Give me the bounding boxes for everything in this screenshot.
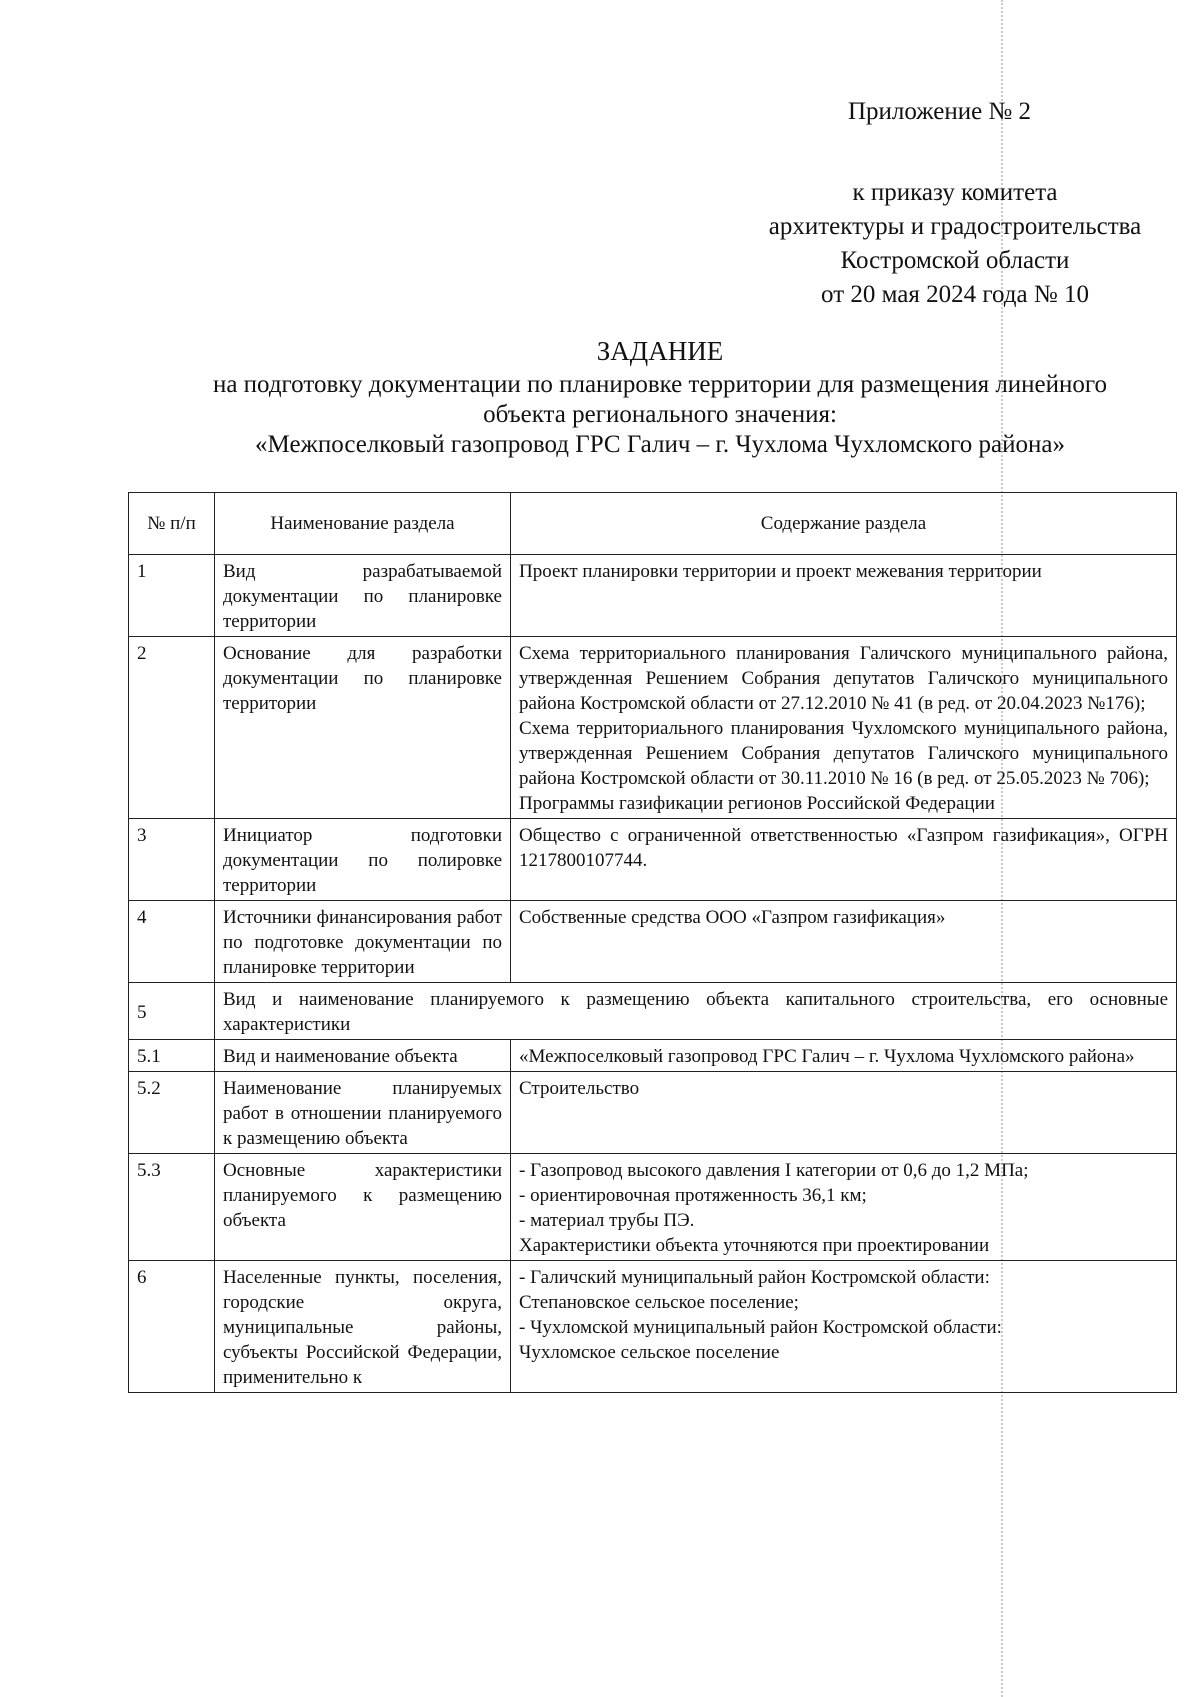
content-paragraph: - материал трубы ПЭ. xyxy=(519,1210,695,1231)
row-section-span: Вид и наименование планируемого к размещению объекта капитального строительства, его основные характеристики xyxy=(215,983,1177,1040)
task-table xyxy=(128,492,1177,1393)
content-paragraph: «Межпоселковый газопровод ГРС Галич – г. Чухлома Чухломского района» xyxy=(519,1046,1135,1067)
row-section-name: Населенные пункты, поселения, городские округа, муниципальные районы, субъекты Российской Федерации, применительно к xyxy=(215,1261,511,1393)
row-section-content xyxy=(511,637,1177,819)
row-section-name: Основные характеристики планируемого к размещению объекта xyxy=(215,1154,511,1261)
order-reference xyxy=(730,176,1180,312)
row-section-content xyxy=(511,555,1177,637)
row-section-name: Вид разрабатываемой документации по планировке территории xyxy=(215,555,511,637)
table-row xyxy=(129,637,1177,819)
content-paragraph: Общество с ограниченной ответственностью «Газпром газификация», ОГРН 1217800107744. xyxy=(519,825,1168,871)
header-section-name: Наименование раздела xyxy=(215,493,511,555)
table-header-row xyxy=(129,493,1177,555)
row-section-content xyxy=(511,1040,1177,1072)
order-line: Костромской области xyxy=(840,247,1070,274)
row-number: 6 xyxy=(129,1261,215,1393)
table-row xyxy=(129,983,1177,1040)
table-row xyxy=(129,1040,1177,1072)
content-paragraph: Степановское сельское поселение; xyxy=(519,1292,799,1313)
order-line: к приказу комитета xyxy=(852,179,1058,206)
table-row xyxy=(129,555,1177,637)
content-paragraph: Чухломское сельское поселение xyxy=(519,1342,780,1363)
content-paragraph: Программы газификации регионов Российской Федерации xyxy=(519,793,995,814)
document-title xyxy=(140,336,1180,460)
table-row xyxy=(129,1261,1177,1393)
row-number: 5 xyxy=(129,983,215,1040)
content-paragraph: Проект планировки территории и проект межевания территории xyxy=(519,561,1042,582)
row-number: 2 xyxy=(129,637,215,819)
row-number: 5.1 xyxy=(129,1040,215,1072)
table-row xyxy=(129,901,1177,983)
order-line: от 20 мая 2024 года № 10 xyxy=(821,281,1089,308)
appendix-label: Приложение № 2 xyxy=(848,98,1032,125)
row-section-name: Инициатор подготовки документации по полировке территории xyxy=(215,819,511,901)
row-section-content xyxy=(511,1154,1177,1261)
content-paragraph: Характеристики объекта уточняются при проектировании xyxy=(519,1235,990,1256)
row-number: 4 xyxy=(129,901,215,983)
table-row xyxy=(129,819,1177,901)
row-section-name: Наименование планируемых работ в отношении планируемого к размещению объекта xyxy=(215,1072,511,1154)
title-main: ЗАДАНИЕ xyxy=(596,336,724,366)
row-section-content xyxy=(511,1261,1177,1393)
header-section-content: Содержание раздела xyxy=(511,493,1177,555)
order-line: архитектуры и градостроительства xyxy=(768,213,1142,240)
content-paragraph: - Галичский муниципальный район Костромской области: xyxy=(519,1267,990,1288)
row-section-name: Источники финансирования работ по подготовке документации по планировке территории xyxy=(215,901,511,983)
table-row xyxy=(129,1154,1177,1261)
content-paragraph: Схема территориального планирования Чухломского муниципального района, утвержденная Решением Собрания депутатов Галичского муниципального района Костромской области от 30.11.2010 № 16 (в ред. от 25.05.2023 № 706); xyxy=(519,718,1168,789)
title-line: объекта регионального значения: xyxy=(483,401,837,428)
row-number: 5.3 xyxy=(129,1154,215,1261)
row-section-name: Вид и наименование объекта xyxy=(215,1040,511,1072)
content-paragraph: - ориентировочная протяженность 36,1 км; xyxy=(519,1185,867,1206)
row-section-content xyxy=(511,901,1177,983)
header-number: № п/п xyxy=(129,493,215,555)
table-row xyxy=(129,1072,1177,1154)
content-paragraph: Строительство xyxy=(519,1078,640,1099)
row-number: 3 xyxy=(129,819,215,901)
row-section-content xyxy=(511,819,1177,901)
title-line: «Межпоселковый газопровод ГРС Галич – г. Чухлома Чухломского района» xyxy=(255,431,1065,458)
title-line: на подготовку документации по планировке территории для размещения линейного xyxy=(212,371,1108,398)
content-paragraph: - Чухломской муниципальный район Костромской области: xyxy=(519,1317,1002,1338)
content-paragraph: Собственные средства ООО «Газпром газификация» xyxy=(519,907,946,928)
row-section-name: Основание для разработки документации по планировке территории xyxy=(215,637,511,819)
row-section-content xyxy=(511,1072,1177,1154)
row-number: 1 xyxy=(129,555,215,637)
row-number: 5.2 xyxy=(129,1072,215,1154)
content-paragraph: Схема территориального планирования Галичского муниципального района, утвержденная Решением Собрания депутатов Галичского муниципального района Костромской области от 27.12.2010 № 41 (в ред. от 20.04.2023 №176); xyxy=(519,643,1168,714)
content-paragraph: - Газопровод высокого давления I категории от 0,6 до 1,2 МПа; xyxy=(519,1160,1029,1181)
